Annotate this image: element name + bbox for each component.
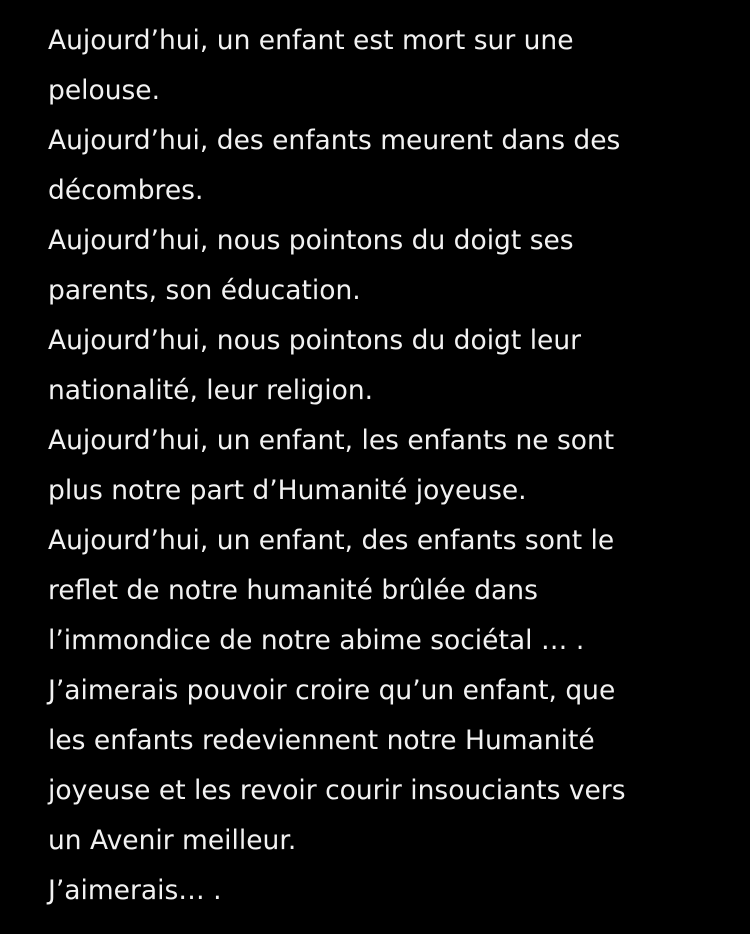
text-line-18: J’aimerais… . bbox=[48, 875, 222, 906]
text-line-15: les enfants redeviennent notre Humanité bbox=[48, 725, 595, 756]
text-line-12: reflet de notre humanité brûlée dans bbox=[48, 575, 538, 606]
text-line-6: parents, son éducation. bbox=[48, 275, 361, 306]
text-line-1: Aujourd’hui, un enfant est mort sur une bbox=[48, 25, 574, 56]
text-line-9: Aujourd’hui, un enfant, les enfants ne sont bbox=[48, 425, 615, 456]
text-line-5: Aujourd’hui, nous pointons du doigt ses bbox=[48, 225, 574, 256]
text-line-11: Aujourd’hui, un enfant, des enfants sont le bbox=[48, 525, 615, 556]
text-line-2: pelouse. bbox=[48, 75, 161, 106]
text-line-10: plus notre part d’Humanité joyeuse. bbox=[48, 475, 527, 506]
poem-text bbox=[48, 16, 728, 916]
text-line-7: Aujourd’hui, nous pointons du doigt leur bbox=[48, 325, 582, 356]
text-line-4: décombres. bbox=[48, 175, 204, 206]
text-line-8: nationalité, leur religion. bbox=[48, 375, 374, 406]
text-line-16: joyeuse et les revoir courir insouciants vers bbox=[48, 775, 626, 806]
text-line-3: Aujourd’hui, des enfants meurent dans des bbox=[48, 125, 621, 156]
text-line-14: J’aimerais pouvoir croire qu’un enfant, que bbox=[48, 675, 616, 706]
text-line-13: l’immondice de notre abime sociétal … . bbox=[48, 625, 585, 656]
text-line-17: un Avenir meilleur. bbox=[48, 825, 297, 856]
